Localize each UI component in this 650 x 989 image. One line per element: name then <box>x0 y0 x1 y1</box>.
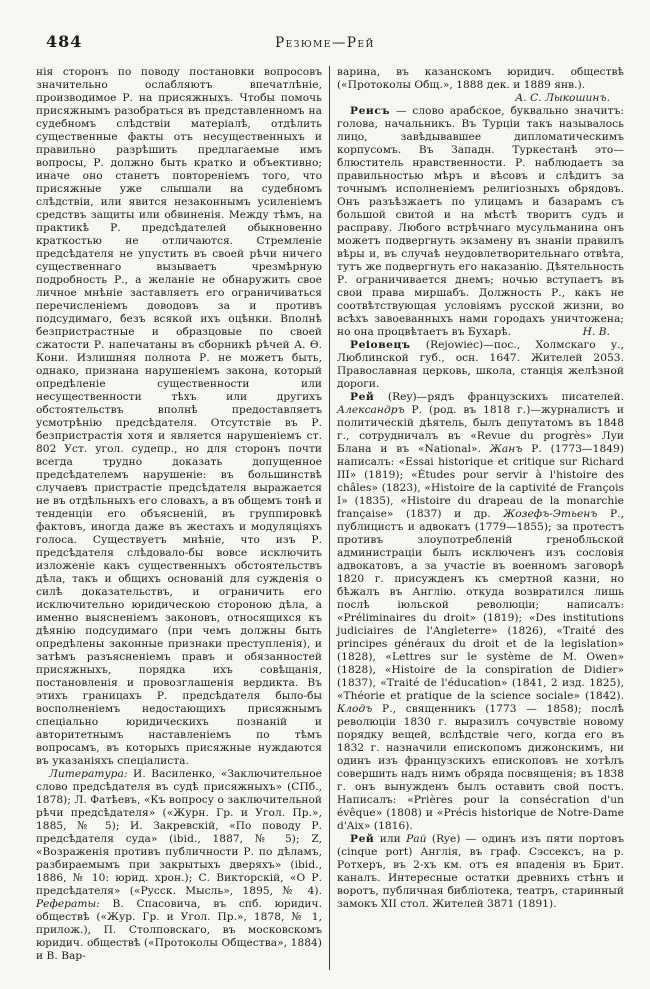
text-paragraph <box>337 391 624 833</box>
text-segment: варина, въ казанскомъ юридич. обществѣ («Протоколы Общ.», 1888 дек. и 1889 янв.). <box>337 66 624 91</box>
text-segment: Жозефъ-Этьенъ <box>503 508 598 520</box>
text-paragraph <box>36 768 322 963</box>
author-signature: Н. В. <box>582 326 610 338</box>
text-paragraph <box>337 339 624 391</box>
page-number: 484 <box>46 32 83 51</box>
text-segment: Р., публицистъ и адвокатъ (1779—1855); за протестъ противъ злоупотребленій гренобльской администраціи былъ исключенъ изъ сословія адвокатовъ, а за участіе въ военномъ заговорѣ 1820 г. присужденъ къ смертной казни, но бѣжалъ въ Англію. откуда возвратился лишь послѣ іюльской революціи; написалъ: «Préliminaires du droit» (1819); «Des institutions judiciaires de l'Angleterre» (1826), «Traité des principes généraux du droit et de la legislation» (1828), «Lettres sur le système de M. Owen» (1828), «Histoire de la conspiration de Didier» (1837), «Traité de l'éducation» (1841, 2 изд. 1825), «Théorie et pratique de la science sociale» (1842). <box>337 508 624 702</box>
entry-headword: Реисъ <box>350 105 391 117</box>
text-segment: нія сторонъ по поводу постановки вопросовъ значительно ослабляютъ впечатлѣніе, производимое Р. на присяжныхъ. Чтобы помочь присяжнымъ разобраться въ представленномъ на судебномъ слѣдствіи матеріалѣ, отдѣлить существенные факты отъ несущественныхъ и правильно разрѣшить предлагаемые имъ вопросы, Р. должно быть кратко и объективно; иначе оно станетъ повтореніемъ того, что присяжные уже слышали на судебномъ слѣдствіи, или явится незаконнымъ усиленіемъ средствъ защиты или обвиненія. Между тѣмъ, на практикѣ Р. предсѣдателей обыкновенно краткостью не отличаются. Стремленіе предсѣдателя не упустить въ своей рѣчи ничего существеннаго вызываетъ чрезмѣрную подробность Р., а желаніе не обнаружить свое личное мнѣніе заставляетъ его ограничиваться перечисленіемъ доводовъ за и противъ подсудимаго, безъ всякой ихъ оцѣнки. Вполнѣ безпристрастные и образцовые по своей сжатости Р. напечатаны въ сборникѣ рѣчей А. Ѳ. Кони. Излишняя полнота Р. не можетъ быть, однако, признана нарушеніемъ закона, который опредѣленіе существенности или несущественности тѣхъ или другихъ обстоятельствъ вполнѣ предоставляетъ усмотрѣнію предсѣдателя. Отсутствіе въ Р. безпристрастія хотя и является нарушеніемъ ст. 802 Уст. угол. судепр., но для сторонъ почти всегда трудно доказать допущенное предсѣдателемъ нарушеніе: въ большинствѣ случаевъ пристрастіе предсѣдателя выражается не въ отдѣльныхъ его словахъ, а въ общемъ тонѣ и тенденціи его объясненій, въ группировкѣ фактовъ, иногда даже въ жестахъ и модуляціяхъ голоса. Существуетъ мнѣніе, что изъ Р. предсѣдателя слѣдовало-бы вовсе исключить изложеніе какъ существенныхъ обстоятельствъ дѣла, такъ и общихъ основаній для сужденія о силѣ доказательствъ, и ограничить его исключительно юридическою стороною дѣла, а именно выясненіемъ законовъ, относящихся къ дѣянію подсудимаго (при чемъ должны быть опредѣлены законные признаки преступленія), и затѣмъ разъясненіемъ правъ и обязанностей присяжныхъ, порядка ихъ совѣщанія, постановленія и провозглашенія вердикта. Въ этихъ границахъ Р. предсѣдателя было-бы восполненіемъ недостающихъ присяжнымъ спеціально юридическихъ познаній и авторитетнымъ наставленіемъ по тѣмъ вопросамъ, въ которыхъ присяжные нуждаются въ указаніяхъ спеціалиста. <box>36 66 322 767</box>
text-segment: — слово арабское, буквально значитъ: голова, начальникъ. Въ Турціи такъ называлось лицо, завѣдывавшее дипломатическимъ корпусомъ. Въ Западн. Туркестанѣ это—блюститель нравственности. Р. наблюдаетъ за правильностью мѣръ и вѣсовъ и слѣдитъ за точнымъ исполненіемъ религіозныхъ обрядовъ. Онъ разъѣзжаетъ по улицамъ и базарамъ съ большой свитой и на мѣстѣ творитъ судъ и расправу. Любого встрѣчнаго мусульманина онъ можетъ подвергнуть экзамену въ знаніи правилъ вѣры и, въ случаѣ неудовлетворительнаго отвѣта, тутъ же подвергнуть его наказанію. Дѣятельность Р. ограничивается днемъ; ночью вступаетъ въ свои права миршабъ. Должность Р., какъ не соотвѣтствующая условіямъ русской жизни, во всѣхъ завоеванныхъ нами городахъ уничтожена; но она процвѣтаетъ въ Бухарѣ. <box>337 105 624 338</box>
text-segment: Александръ <box>337 404 405 416</box>
author-signature: А. С. Лыкошинъ. <box>515 92 610 104</box>
text-segment: (Rey)—рядъ французскихъ писателей. <box>374 391 624 403</box>
text-columns <box>36 66 624 970</box>
text-segment: (Rejowiec)—пос., Холмскаго у., Люблинской губ., осн. 1647. Жителей 2053. Православная церковь, школа, станція желѣзной дороги. <box>337 339 624 390</box>
text-paragraph <box>337 833 624 911</box>
text-segment: И. Василенко, «Заключительное слово предсѣдателя въ судѣ присяжныхъ» (СПб., 1878); Л. Фатѣевъ, «Къ вопросу о заключительной рѣчи предсѣдателя» («Журн. Гр. и Угол. Пр.», 1885, № 5); И. Закревскій, «По поводу Р. предсѣдателя суда» (ibid., 1887, № 5); Z, «Возраженія противъ публичности Р. по дѣламъ, разбираемымъ при закрытыхъ дверяхъ» (ibid., 1886, № 10: юрид. хрон.); С. Викторскій, «О Р. предсѣдателя» («Русск. Мысль», 1895, № 4). <box>36 768 322 897</box>
right-column <box>330 66 624 970</box>
text-segment: Литература: <box>49 768 128 780</box>
text-segment: Рай <box>406 833 427 845</box>
text-segment: (Rye) — одинъ изъ пяти портовъ (cinque port) Англія, въ граф. Сэссексъ, на р. Ротхеръ, въ 2-хъ км. отъ ея впаденія въ Брит. каналъ. Интересные остатки древнихъ стѣнъ и воротъ, публичная библіотека, театръ, старинный замокъ XII стол. Жителей 3871 (1891). <box>337 833 624 910</box>
text-segment: Клодъ <box>337 703 373 715</box>
text-segment: В. Спасовича, въ спб. юридич. обществѣ («Жур. Гр. и Угол. Пр.», 1878, № 1, прилож.), П. Столповскаго, въ московскомъ юридич. обществѣ («Протоколы Общества», 1884) и В. Вар- <box>36 898 322 962</box>
text-segment: Рефераты: <box>36 898 100 910</box>
text-paragraph <box>337 105 624 339</box>
entry-headword: Рей <box>350 391 375 403</box>
page-header <box>0 0 650 60</box>
entry-headword: Реіовецъ <box>350 339 411 351</box>
text-segment: или <box>374 833 407 845</box>
running-title: Резюме—Рей <box>275 35 375 51</box>
left-column <box>36 66 330 970</box>
text-segment: Жанъ <box>489 443 523 455</box>
text-segment: Р., священникъ (1773 — 1858); послѣ революціи 1830 г. выразилъ сочувствіе новому порядку вещей, вслѣдствіе чего, когда его въ 1832 г. назначили епископомъ дижонскимъ, ни одинъ изъ французскихъ епископовъ не хотѣлъ совершить надъ нимъ обряда посвященія; въ 1838 г. онъ вынужденъ былъ оставить свой постъ. Написалъ: «Prières pour la consécration d'un évêque» (1808) и «Précis historique de Notre-Dame d'Aix» (1816). <box>337 703 624 832</box>
text-segment: Р. (1773—1849) написалъ: «Essai historique et critique sur Richard III» (1819); «Études pour servir à l'histoire des châles» (1823), «Histoire de la captivité de François I» (1835), «Histoire du drapeau de la monarchie française» (1837) и др. <box>337 443 624 520</box>
text-paragraph <box>337 66 624 92</box>
text-segment: Р. (род. въ 1818 г.)—журналистъ и политическій дѣятель, былъ депутатомъ въ 1848 г., сотрудничалъ въ «Revue du progrès» Луи Блана и въ «National». <box>337 404 624 455</box>
entry-headword: Рей <box>350 833 375 845</box>
text-paragraph <box>36 66 322 768</box>
